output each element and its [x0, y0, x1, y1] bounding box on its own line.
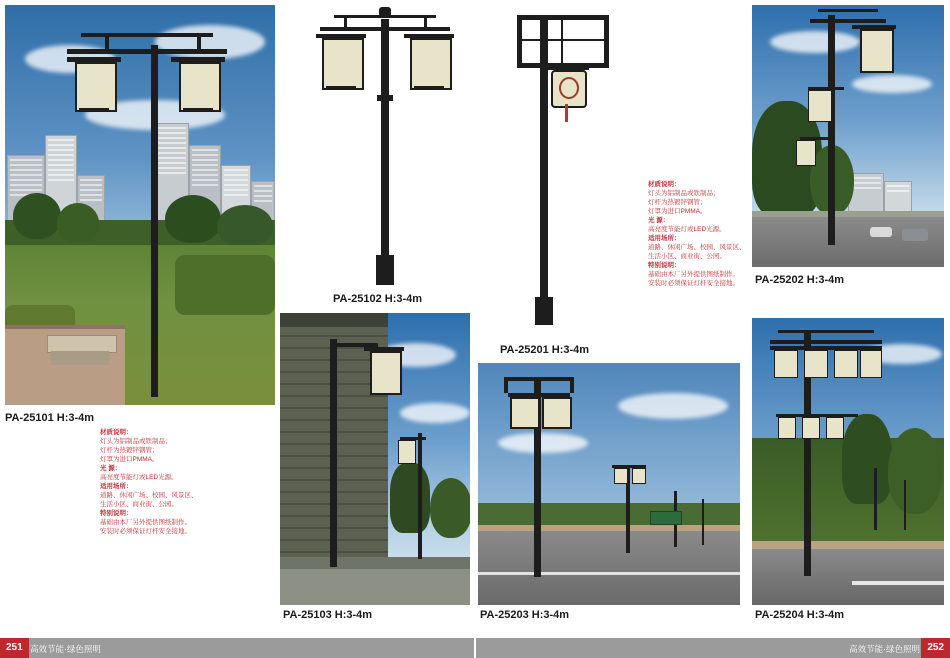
road-sign: [650, 511, 682, 525]
lamp-head-grid: [561, 15, 563, 67]
page-number-right: 252: [921, 638, 950, 658]
spec-light-title: 光 源：: [648, 217, 670, 224]
photo-pa-25103: [280, 313, 470, 605]
lantern-low: [796, 140, 816, 166]
lamp-pole: [330, 339, 337, 567]
spec-scene-line: 道路、休闲广场、校园、风景区、: [648, 244, 746, 251]
lantern-base: [79, 108, 109, 112]
lamp-head-frame: [504, 377, 508, 393]
lantern-right: [410, 38, 452, 90]
caption-pa-25101: PA-25101 H:3-4m: [5, 412, 95, 424]
lamp-pole-collar: [377, 95, 393, 101]
lantern-secondary: [632, 468, 646, 484]
tree: [217, 205, 273, 247]
lantern-base: [326, 86, 356, 89]
lamp-pole-base: [535, 297, 553, 325]
caption-pa-25202: PA-25202 H:3-4m: [755, 274, 845, 286]
lamp-head-frame: [604, 15, 609, 67]
lamp-cross-arm: [67, 49, 227, 54]
photo-pa-25102: [300, 5, 470, 287]
lamp-pole-base: [376, 255, 394, 285]
lantern-4: [860, 350, 882, 378]
spec-material-title: 材质说明：: [648, 181, 681, 188]
spec-material-title: 材质说明：: [100, 429, 133, 436]
spec-note-line: 基础由本厂另外提供图纸制作。: [648, 271, 739, 278]
lamp-finial: [379, 7, 391, 17]
lamp-pole-distant: [904, 480, 906, 530]
spec-material-line: 灯杆为热镀锌钢管；: [648, 199, 707, 206]
cloud-icon: [400, 403, 470, 423]
lantern-tassel: [565, 104, 568, 122]
lantern-secondary: [614, 468, 628, 484]
tree: [888, 428, 942, 514]
caption-pa-25201: PA-25201 H:3-4m: [500, 344, 590, 356]
lamp-decor-bar: [197, 33, 201, 51]
photo-pa-25204: [752, 318, 944, 605]
lantern-right: [179, 62, 221, 112]
lamp-cross-arm: [810, 19, 886, 23]
cloud-icon: [852, 75, 932, 93]
spec-note-title: 特别说明：: [100, 510, 133, 517]
tree: [57, 203, 99, 243]
spec-material-line: 灯头为铝制品或铁制品；: [648, 190, 720, 197]
lamp-head-grid: [517, 39, 609, 41]
spec-scene-line: 道路、休闲广场、校园、风景区、: [100, 492, 198, 499]
tree: [165, 195, 221, 243]
cloud-icon: [618, 393, 728, 419]
lantern: [370, 351, 402, 395]
lamp-decor-bar: [424, 15, 427, 29]
spec-light-line: 高亮度节能灯或LED光源。: [100, 474, 178, 481]
spec-scene-title: 适用场所：: [648, 235, 681, 242]
lamp-pole-distant: [874, 468, 877, 530]
page-number-left: 251: [0, 638, 29, 658]
lantern-base: [414, 86, 444, 89]
lamp-cross-arm-upper: [81, 33, 213, 37]
page-gutter: [474, 0, 476, 658]
lantern-1: [774, 350, 798, 378]
lantern-mid: [808, 90, 832, 122]
lamp-pole-secondary: [418, 433, 422, 559]
spec-material-line: 灯罩为进口PMMA。: [648, 208, 707, 215]
caption-pa-25204: PA-25204 H:3-4m: [755, 609, 845, 621]
spec-note-title: 特别说明：: [648, 262, 681, 269]
footer-text-left: 高效节能·绿色照明: [30, 644, 101, 654]
spec-scene-title: 适用场所：: [100, 483, 133, 490]
lantern-tier2-2: [802, 417, 820, 439]
spec-note-line: 安装时必须保证灯杆安全接地。: [100, 528, 191, 535]
road: [478, 527, 740, 605]
photo-pa-25203: [478, 363, 740, 605]
spec-block-left: [100, 428, 250, 536]
lamp-cross-arm: [770, 340, 882, 344]
footer-text-right: 高效节能·绿色照明: [849, 644, 920, 654]
lamp-head-frame: [570, 377, 574, 393]
lamp-pole: [151, 45, 158, 397]
lantern-2: [804, 350, 828, 378]
spec-material-line: 灯杆为热镀锌钢管；: [100, 447, 159, 454]
lamp-pole: [381, 19, 389, 285]
photo-pa-25101: [5, 5, 275, 405]
lamp-pole-distant: [702, 499, 704, 545]
road: [752, 543, 944, 605]
car: [902, 229, 928, 241]
tree: [430, 478, 470, 538]
spec-note-line: 基础由本厂另外提供图纸制作。: [100, 519, 191, 526]
lantern-emblem-icon: [559, 77, 579, 99]
caption-pa-25203: PA-25203 H:3-4m: [480, 609, 570, 621]
caption-pa-25103: PA-25103 H:3-4m: [283, 609, 373, 621]
cloud-icon: [770, 31, 860, 53]
lantern-secondary: [398, 440, 416, 464]
tree: [390, 463, 430, 533]
photo-pa-25202: [752, 5, 944, 267]
lamp-cross-arm-upper: [818, 9, 878, 12]
lantern-right: [542, 397, 572, 429]
cloud-icon: [498, 433, 588, 453]
spec-scene-line: 生活小区、商业街、公园。: [648, 253, 726, 260]
spec-material-line: 灯罩为进口PMMA。: [100, 456, 159, 463]
car: [870, 227, 892, 237]
spec-light-line: 高亮度节能灯或LED光源。: [648, 226, 726, 233]
tree: [13, 193, 61, 239]
lamp-cross-arm: [320, 27, 450, 31]
lamp-head-frame: [504, 377, 574, 381]
lamp-decor-bar: [105, 33, 109, 51]
spec-material-line: 灯头为铝制品或铁制品；: [100, 438, 172, 445]
lamp-cross-arm-upper: [778, 330, 874, 333]
caption-pa-25102: PA-25102 H:3-4m: [333, 293, 423, 305]
lantern-left: [75, 62, 117, 112]
lantern-left: [322, 38, 364, 90]
lantern-base: [183, 108, 213, 112]
spec-note-line: 安装时必须保证灯杆安全接地。: [648, 280, 739, 287]
spec-scene-line: 生活小区、商业街、公园。: [100, 501, 178, 508]
lantern-3: [834, 350, 858, 378]
lamp-decor-bar: [344, 15, 347, 29]
lantern-top: [860, 29, 894, 73]
photo-pa-25201: [505, 5, 645, 335]
spec-light-title: 光 源：: [100, 465, 122, 472]
lantern-left: [510, 397, 540, 429]
lamp-head-frame: [517, 15, 522, 67]
lantern-tier2-1: [778, 417, 796, 439]
lantern-tier2-3: [826, 417, 844, 439]
tree: [842, 414, 892, 504]
lamp-pole: [828, 15, 835, 245]
lamp-head-frame: [517, 15, 609, 20]
